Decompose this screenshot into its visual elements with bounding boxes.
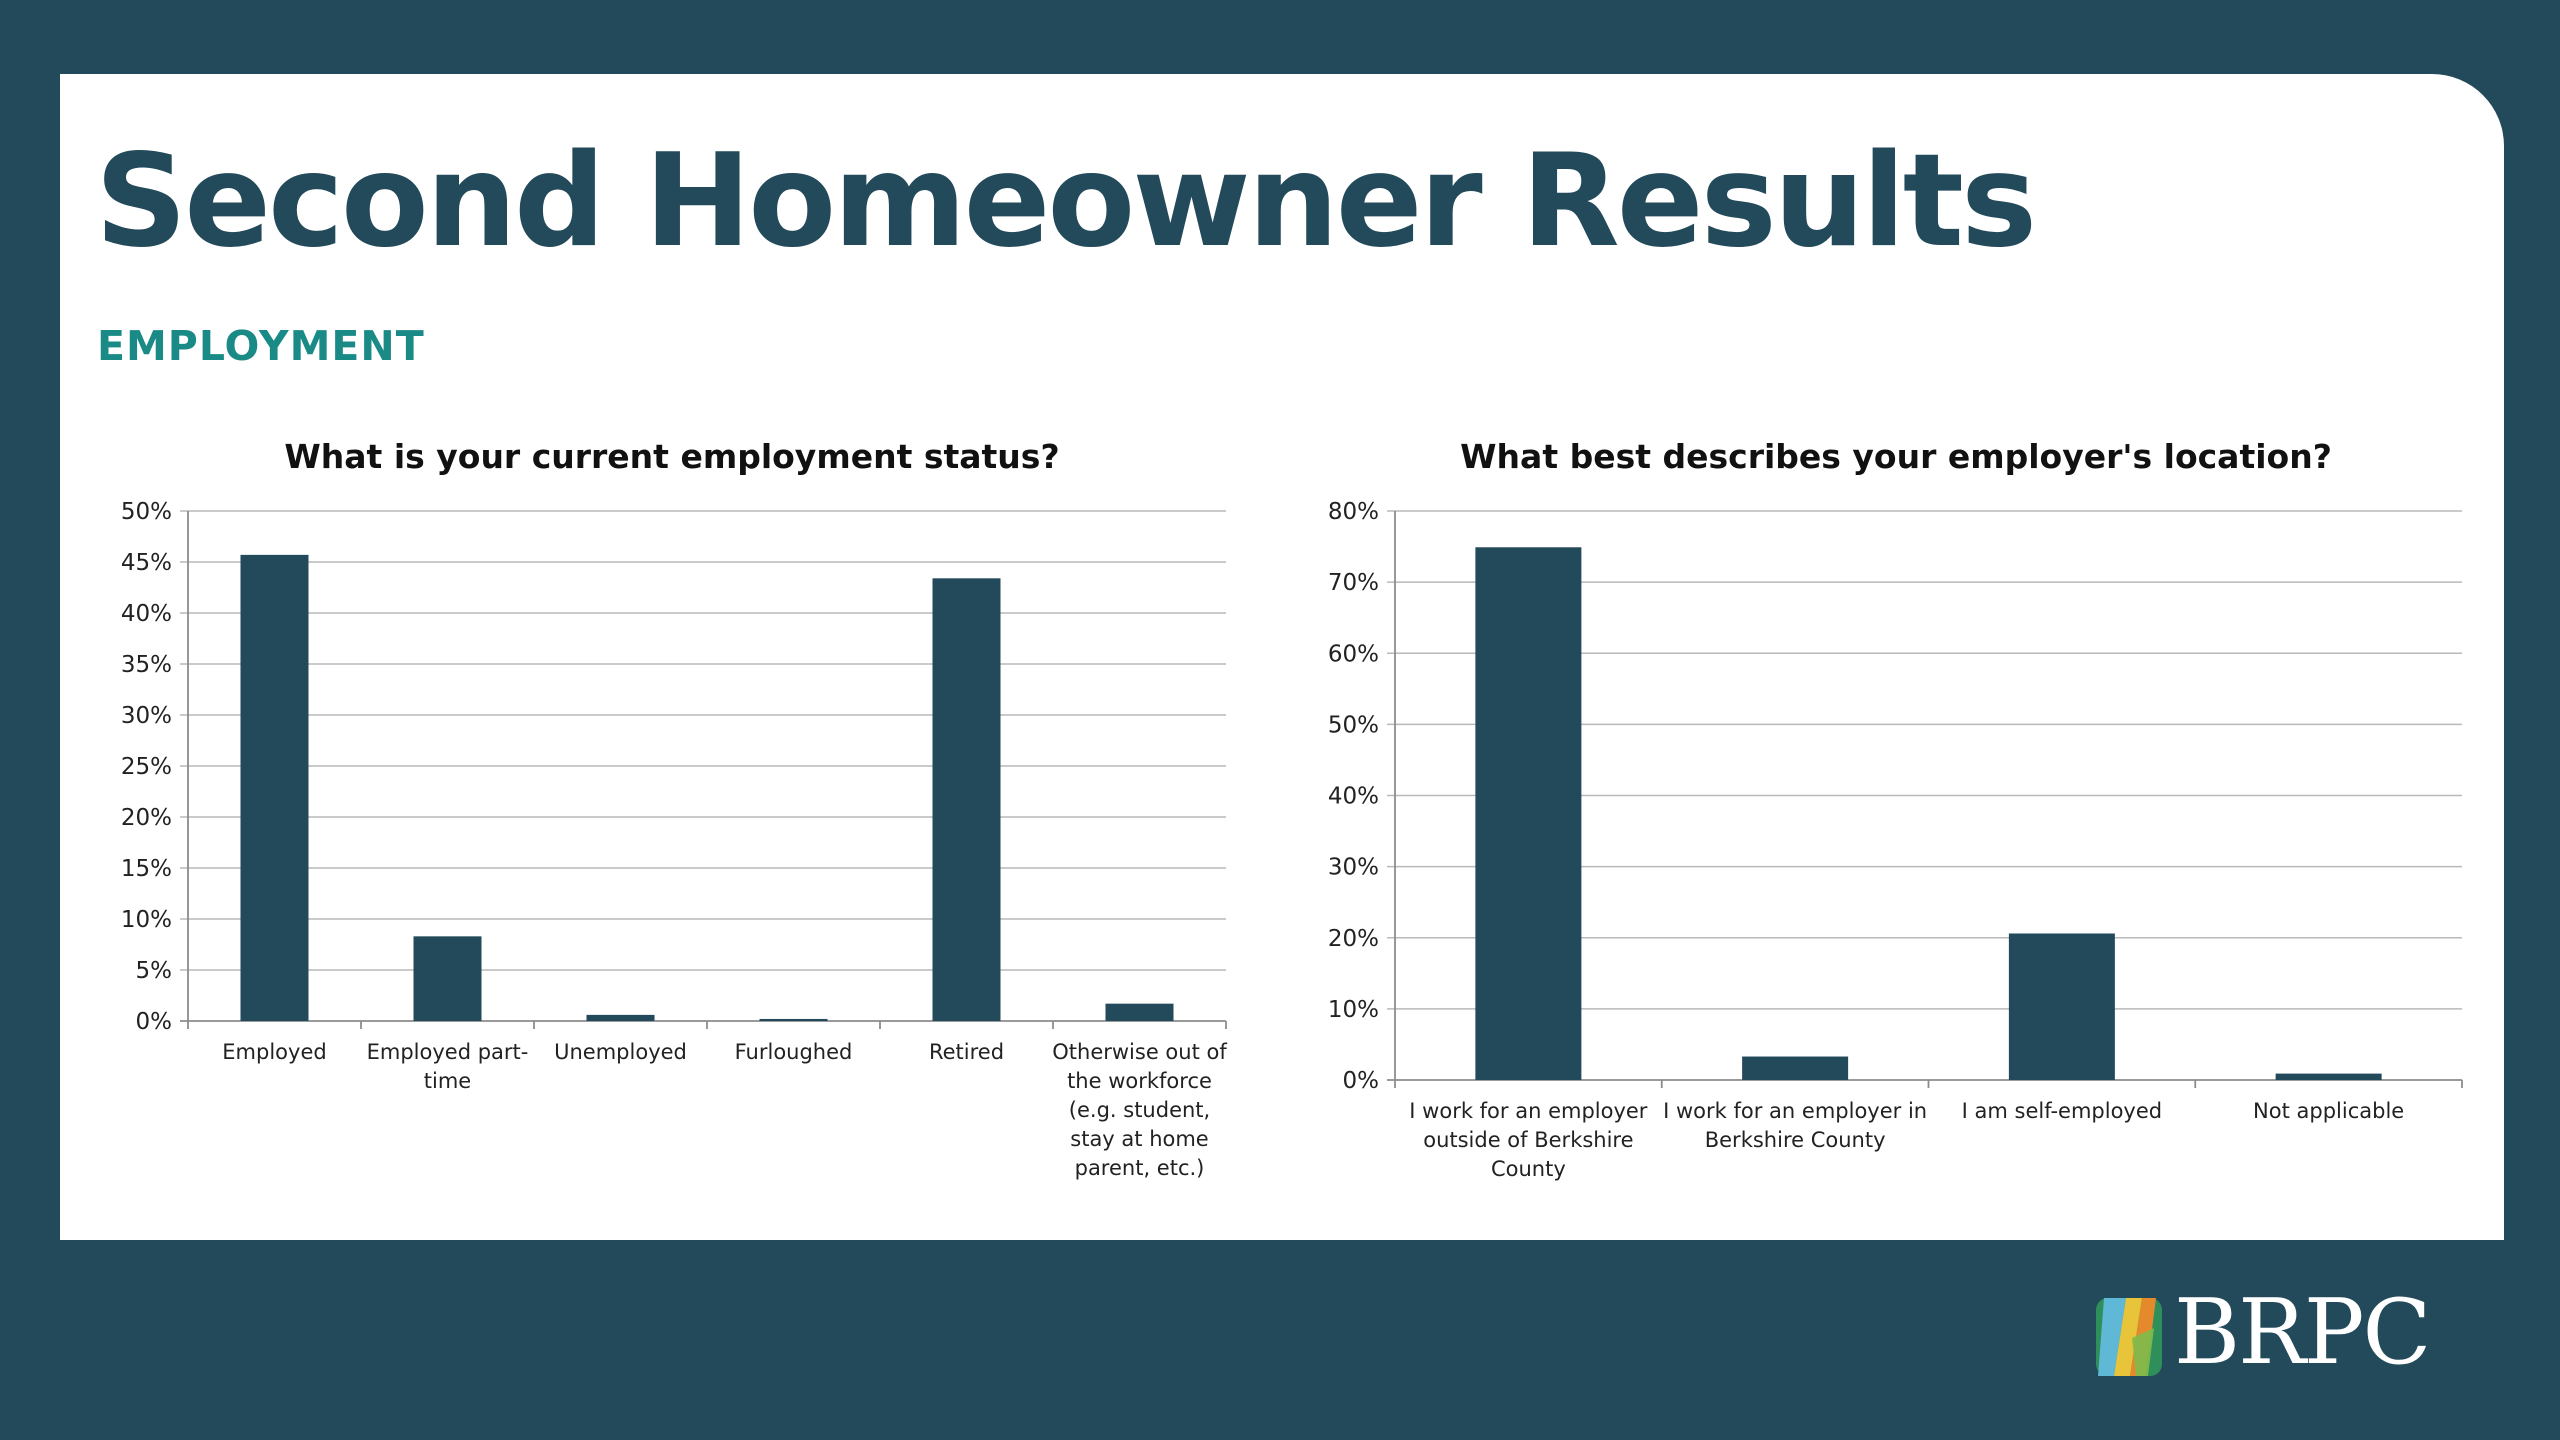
y-tick-label: 30% xyxy=(120,703,172,729)
y-tick-label: 50% xyxy=(120,499,172,525)
x-category-label: time xyxy=(423,1069,472,1093)
x-category-label: (e.g. student, xyxy=(1068,1098,1211,1122)
bar-4 xyxy=(2276,1074,2382,1080)
y-tick-label: 40% xyxy=(120,601,172,627)
x-category-label: Retired xyxy=(928,1040,1005,1064)
y-tick-label: 40% xyxy=(1327,783,1379,810)
x-category-label: I work for an employer xyxy=(1409,1099,1648,1123)
chart-title: What is your current employment status? xyxy=(284,437,1060,476)
x-category-label: outside of Berkshire xyxy=(1423,1128,1634,1152)
x-category-label: Berkshire County xyxy=(1704,1128,1886,1152)
x-category-label: Employed xyxy=(222,1040,327,1064)
y-tick-label: 70% xyxy=(1327,570,1379,597)
y-tick-label: 60% xyxy=(1327,641,1379,668)
x-category-label: the workforce xyxy=(1067,1069,1212,1093)
x-category-label: I am self-employed xyxy=(1961,1099,2163,1123)
bar-3 xyxy=(2009,933,2115,1080)
y-tick-label: 0% xyxy=(135,1009,172,1035)
y-tick-label: 5% xyxy=(135,958,172,984)
employment-status-chart xyxy=(100,428,1240,1198)
y-tick-label: 80% xyxy=(1327,499,1379,525)
bar-2 xyxy=(1742,1057,1848,1080)
x-category-label: parent, etc.) xyxy=(1074,1156,1205,1180)
brpc-logo-text: BRPC xyxy=(2174,1280,2430,1385)
y-tick-label: 20% xyxy=(120,805,172,831)
bar-1 xyxy=(241,555,309,1021)
y-tick-label: 30% xyxy=(1327,854,1379,881)
y-tick-label: 10% xyxy=(1327,996,1379,1023)
y-tick-label: 25% xyxy=(120,754,172,780)
x-category-label: stay at home xyxy=(1070,1127,1209,1151)
y-tick-label: 50% xyxy=(1327,712,1379,739)
y-tick-label: 35% xyxy=(120,652,172,678)
x-category-label: Otherwise out of xyxy=(1052,1040,1227,1064)
page-title: Second Homeowner Results xyxy=(95,127,2035,276)
bar-1 xyxy=(1475,547,1581,1080)
x-category-label: Not applicable xyxy=(2253,1099,2405,1123)
bar-4 xyxy=(760,1019,828,1021)
chart-title: What best describes your employer's location? xyxy=(1460,437,2332,476)
x-category-label: Furloughed xyxy=(734,1040,853,1064)
x-category-label: County xyxy=(1490,1157,1566,1181)
y-tick-label: 45% xyxy=(120,550,172,576)
y-tick-label: 15% xyxy=(120,856,172,882)
bar-2 xyxy=(414,936,482,1021)
y-tick-label: 0% xyxy=(1342,1068,1379,1094)
bar-6 xyxy=(1106,1004,1174,1021)
bar-3 xyxy=(587,1015,655,1021)
x-category-label: I work for an employer in xyxy=(1663,1099,1928,1123)
x-category-label: Employed part- xyxy=(366,1040,529,1064)
section-subtitle: EMPLOYMENT xyxy=(97,322,425,370)
employer-location-chart xyxy=(1300,428,2480,1198)
y-tick-label: 20% xyxy=(1327,925,1379,952)
y-tick-label: 10% xyxy=(120,907,172,933)
bar-5 xyxy=(933,578,1001,1021)
x-category-label: Unemployed xyxy=(554,1040,687,1064)
